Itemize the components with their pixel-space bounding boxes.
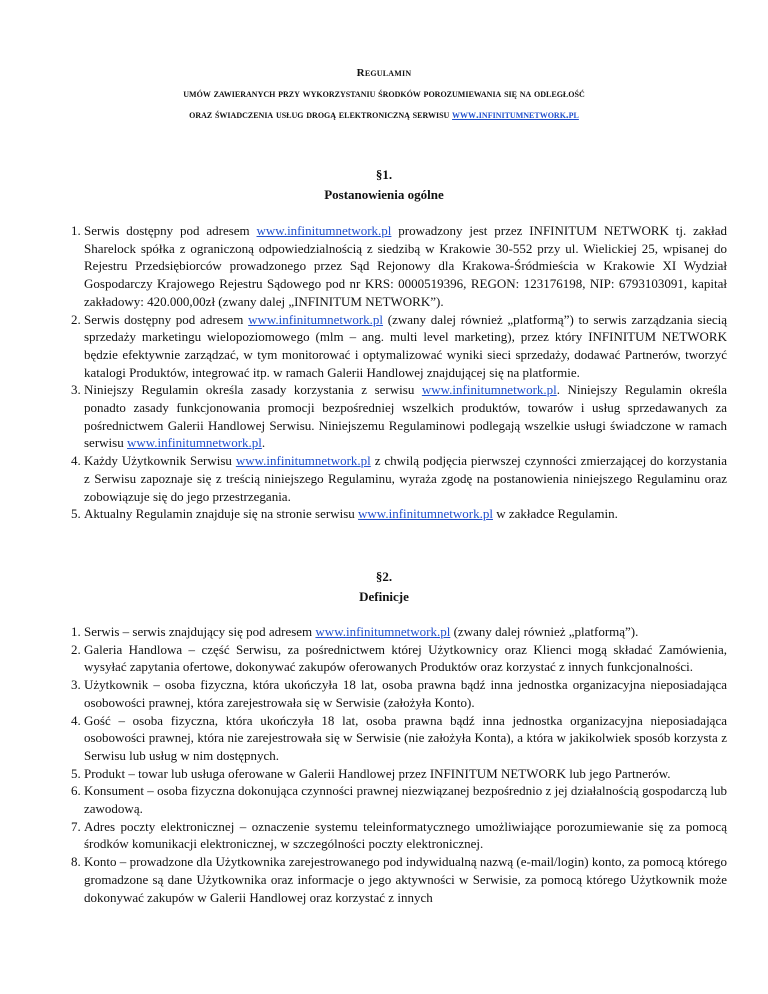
list-item-text: Serwis dostępny pod adresem — [84, 311, 249, 327]
list-item-text: Użytkownik – osoba fizyczna, która ukończyła 18 lat, osoba prawna bądź inna jednostka organizacyjna nieposiadająca osobowości prawnej, która zarejestrowała się w Serwisie (założyła Konto). — [84, 677, 727, 710]
section-2-list — [60, 623, 727, 906]
website-link[interactable]: www.infinitumnetwork.pl — [358, 506, 493, 522]
list-item-text: Galeria Handlowa – część Serwisu, za pośrednictwem której Użytkownicy oraz Klienci mogą składać Zamówienia, wysyłać zapytania ofertowe, dokonywać zakupów oferowanych Produktów oraz korzystać z innych funkcjonalności. — [84, 641, 727, 675]
list-item — [84, 853, 727, 906]
section-2-heading — [0, 567, 768, 607]
list-item — [84, 505, 727, 523]
list-item-text: . Niniejszy Regulamin określa ponadto zasady funkcjonowania promocji bezpośredniej wszelkich produktów, towarów i usług sprzedawanych za pośrednictwem Galerii Handlowej Serwisu. Niniejszemu Regulaminowi podlegają wszelkie usługi świadczone w ramach serwisu — [84, 382, 727, 451]
list-item-text: Konsument – osoba fizyczna dokonująca czynności prawnej niezwiązanej bezpośrednio z jej działalnością gospodarczą lub zawodową. — [84, 783, 727, 817]
list-item-text: Aktualny Regulamin znajduje się na stronie serwisu — [84, 506, 359, 522]
website-link[interactable]: www.infinitumnetwork.pl — [126, 435, 262, 451]
list-item-text: . — [261, 435, 266, 451]
website-link[interactable]: www.infinitumnetwork.pl — [421, 382, 557, 398]
website-link[interactable]: www.infinitumnetwork.pl — [452, 109, 579, 121]
list-item-text: (zwany dalej również „platformą”). — [450, 624, 639, 639]
document-title-block — [0, 63, 768, 126]
list-item-text: Produkt – towar lub usługa oferowane w Galerii Handlowej przez INFINITUM NETWORK lub jego Partnerów. — [84, 765, 671, 781]
document-title: Regulamin — [356, 67, 412, 79]
list-item-text: Niniejszy Regulamin określa zasady korzystania z serwisu — [84, 382, 422, 398]
list-item-text: Każdy Użytkownik Serwisu — [84, 453, 236, 469]
section-2-number: §2. — [375, 569, 393, 584]
list-item — [84, 452, 727, 505]
section-1-number: §1. — [375, 167, 393, 182]
list-item — [84, 765, 727, 783]
website-link[interactable]: www.infinitumnetwork.pl — [256, 223, 392, 238]
list-item-text: Serwis – serwis znajdujący się pod adresem — [84, 624, 316, 639]
list-item — [84, 818, 727, 853]
list-item — [84, 381, 727, 452]
list-item-text: Serwis dostępny pod adresem — [84, 223, 257, 238]
website-link[interactable]: www.infinitumnetwork.pl — [248, 311, 384, 327]
document-subtitle-line-2 — [0, 105, 768, 126]
list-item-text: Gość – osoba fizyczna, która ukończyła 18 lat, osoba prawna bądź inna jednostka organizacyjna nieposiadająca osobowości prawnej, która nie zarejestrowała się w Serwisie (nie założyła Konta), a która w jakikolwiek sposób korzysta z Serwisu lub usług w nim dostępnych. — [84, 712, 727, 763]
list-item — [84, 311, 727, 382]
section-1-heading — [0, 165, 768, 205]
list-item — [84, 641, 727, 676]
document-subtitle: umów zawieranych przy wykorzystaniu środków porozumiewania się na odległość — [183, 88, 585, 100]
section-1-title: Postanowienia ogólne — [324, 187, 444, 202]
section-2-title: Definicje — [359, 589, 409, 604]
list-item — [84, 222, 727, 311]
list-item-text: prowadzony jest przez INFINITUM NETWORK tj. zakład Sharelock spółka z ograniczoną odpowiedzialnością z siedzibą w Krakowie 30-552 przy ul. Wielickiej 25, wpisanej do Rejestru Przedsiębiorców prowadzonego przez Sąd Rejonowy dla Krakowa-Śródmieścia w Krakowie XI Wydział Gospodarczy Krajowego Rejestru Sądowego pod nr KRS: 0000519396, REGON: 123176198, NIP: 6793103091, kapitał zakładowy: 420.000,00zł (zwany dalej „INFINITUM NETWORK”). — [84, 223, 728, 309]
list-item-text: (zwany dalej również „platformą”) to serwis zarządzania siecią sprzedaży marketingu wielopoziomowego (mlm – ang. multi level marketing), przez który INFINITUM NETWORK będzie efektywnie zarządzać, w tym monitorować i optymalizować wyniki sieci sprzedaży, dodawać Partnerów, tworzyć katalogi Produktów, integrować itp. w ramach Galerii Handlowej znajdującej się na platformie. — [84, 311, 728, 380]
list-item — [84, 712, 727, 765]
list-item — [84, 623, 727, 641]
list-item-text: z chwilą podjęcia pierwszej czynności zmierzającej do korzystania z Serwisu zapoznaje się z treścią niniejszego Regulaminu, wyraża zgodę na postanowienia niniejszego Regulaminu oraz zobowiązuje się do jego przestrzegania. — [84, 453, 727, 504]
section-1-list — [60, 222, 727, 523]
website-link[interactable]: www.infinitumnetwork.pl — [315, 624, 451, 639]
subtitle-text: oraz świadczenia usług drogą elektroniczną serwisu — [189, 109, 453, 121]
list-item — [84, 782, 727, 817]
list-item-text: w zakładce Regulamin. — [492, 506, 618, 522]
list-item-text: Adres poczty elektronicznej – oznaczenie systemu teleinformatycznego umożliwiające porozumiewanie się za pomocą środków komunikacji elektronicznej, w szczególności poczty elektronicznej. — [84, 818, 727, 852]
list-item-text: Konto – prowadzone dla Użytkownika zarejestrowanego pod indywidualną nazwą (e-mail/login) konto, za pomocą którego gromadzone są dane Użytkownika oraz informacje o jego aktywności w Serwisie, za pomocą którego Użytkownik może dokonywać zakupów w Galerii Handlowej oraz korzystać z innych — [84, 854, 727, 905]
website-link[interactable]: www.infinitumnetwork.pl — [235, 453, 371, 469]
list-item — [84, 676, 727, 711]
